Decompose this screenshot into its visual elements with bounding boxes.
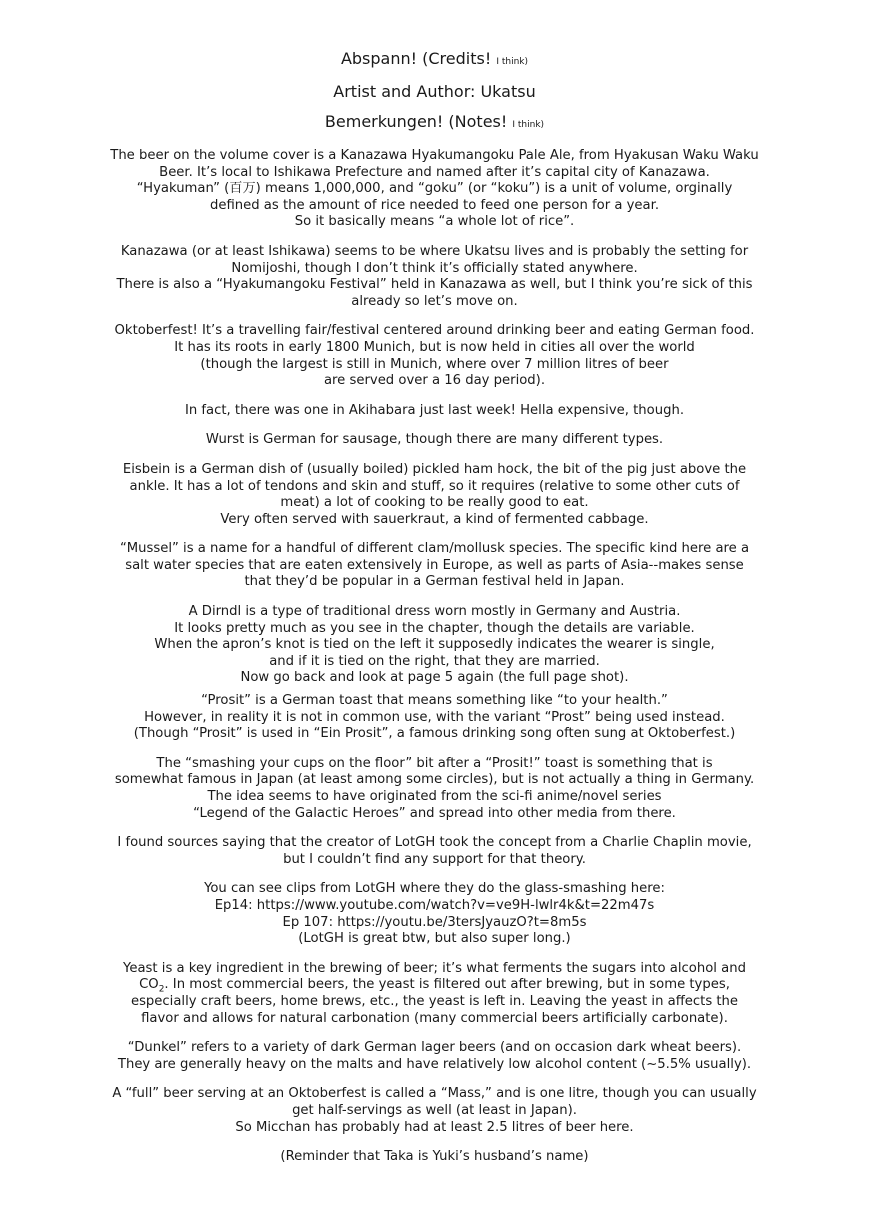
- note-eisbein: Eisbein is a German dish of (usually boiled) pickled ham hock, the bit of the pig just above the ankle. It has a lot of tendons and skin and stuff, so it requires (relative to some other cuts of meat) a lot of cooking to be really good to eat. Very often served with sauerkraut, a kind of fermented cabbage.: [122, 461, 747, 527]
- note-dirndl: A Dirndl is a type of traditional dress worn mostly in Germany and Austria. It looks pretty much as you see in the chapter, though the details are variable. When the apron’s knot is tied on the left it supposedly indicates the wearer is single, and if it is tied on the right, that they are married. Now go back and look at page 5 again (the full page shot).: [154, 604, 715, 686]
- co2-subscript: 2: [158, 984, 165, 995]
- note-reminder: (Reminder that Taka is Yuki’s husband’s name): [280, 1149, 589, 1165]
- yeast-line-1: Yeast is a key ingredient in the brewing of beer; it’s what ferments the sugars into alcohol and: [123, 960, 746, 976]
- note-prosit: “Prosit” is a German toast that means something like “to your health.” However, in reality it is not in common use, with the variant “Prost” being used instead. (Though “Prosit” is used in “Ein Prosit”, a famous drinking song often sung at Oktoberfest.): [133, 693, 736, 742]
- note-kanazawa: Kanazawa (or at least Ishikawa) seems to be where Ukatsu lives and is probably the setting for Nomijoshi, though I don’t think it’s officially stated anywhere. There is also a “Hyakumangoku Festival” held in Kanazawa as well, but I think you’re sick of this already so let’s move on.: [116, 243, 753, 309]
- note-akihabara: In fact, there was one in Akihabara just last week! Hella expensive, though.: [184, 402, 685, 418]
- note-mass: A “full” beer serving at an Oktoberfest is called a “Mass,” and is one litre, though you can usually get half-servings as well (at least in Japan). So Micchan has probably had at least 2.5 litres of beer here.: [112, 1086, 757, 1135]
- note-smashing-cups: The “smashing your cups on the floor” bit after a “Prosit!” toast is something that is somewhat famous in Japan (at least among some circles), but is not actually a thing in Germany. The idea seems to have originated from the sci-fi anime/novel series “Legend of the Galactic Heroes” and spread into other media from there.: [114, 755, 755, 821]
- co2-text: CO: [139, 977, 159, 993]
- note-oktoberfest: Oktoberfest! It’s a travelling fair/festival centered around drinking beer and eating German food. It has its roots in early 1800 Munich, but is now held in cities all over the world (though the largest is still in Munich, where over 7 million litres of beer are served over a 16 day period).: [114, 323, 755, 389]
- artist-credit: Artist and Author: Ukatsu: [333, 82, 536, 101]
- note-chaplin: I found sources saying that the creator of LotGH took the concept from a Charlie Chaplin movie, but I couldn’t find any support for that theory.: [117, 835, 752, 867]
- notes-aside: I think): [512, 120, 545, 130]
- credits-title: Abspann! (Credits!: [340, 49, 492, 68]
- credits-page: [30, 48, 839, 1179]
- credits-aside: I think): [496, 57, 529, 67]
- note-dunkel: “Dunkel” refers to a variety of dark German lager beers (and on occasion dark wheat beers). They are generally heavy on the malts and have relatively low alcohol content (~5.5% usually).: [117, 1040, 752, 1072]
- note-yeast: [30, 961, 839, 1027]
- note-wurst: Wurst is German for sausage, though there are many different types.: [205, 432, 664, 448]
- credits-heading: [30, 48, 839, 73]
- notes-heading: [30, 111, 839, 136]
- yeast-line-2: . In most commercial beers, the yeast is filtered out after brewing, but in some types,: [164, 977, 730, 993]
- note-mussel: “Mussel” is a name for a handful of different clam/mollusk species. The specific kind here are a salt water species that are eaten extensively in Europe, as well as parts of Asia--makes sense that they’d be popular in a German festival held in Japan.: [119, 541, 750, 590]
- yeast-line-4: flavor and allows for natural carbonation (many commercial beers artificially carbonate).: [141, 1010, 728, 1026]
- notes-title: Bemerkungen! (Notes!: [324, 112, 508, 131]
- yeast-line-3: especially craft beers, home brews, etc., the yeast is left in. Leaving the yeast in affects the: [130, 993, 739, 1009]
- note-beer-cover: The beer on the volume cover is a Kanazawa Hyakumangoku Pale Ale, from Hyakusan Waku Waku Beer. It’s local to Ishikawa Prefecture and named after it’s capital city of Kanazawa. “Hyakuman” (百万) means 1,000,000, and “goku” (or “koku”) is a unit of volume, orginally defined as the amount of rice needed to feed one person for a year. So it basically means “a whole lot of rice”.: [110, 148, 759, 230]
- note-clips-links: You can see clips from LotGH where they do the glass-smashing here: Ep14: https://www.youtube.com/watch?v=ve9H-lwlr4k&t=22m47s Ep 107: https://youtu.be/3tersJyauzO?t=8m5s (LotGH is great btw, but also super long.): [204, 881, 665, 947]
